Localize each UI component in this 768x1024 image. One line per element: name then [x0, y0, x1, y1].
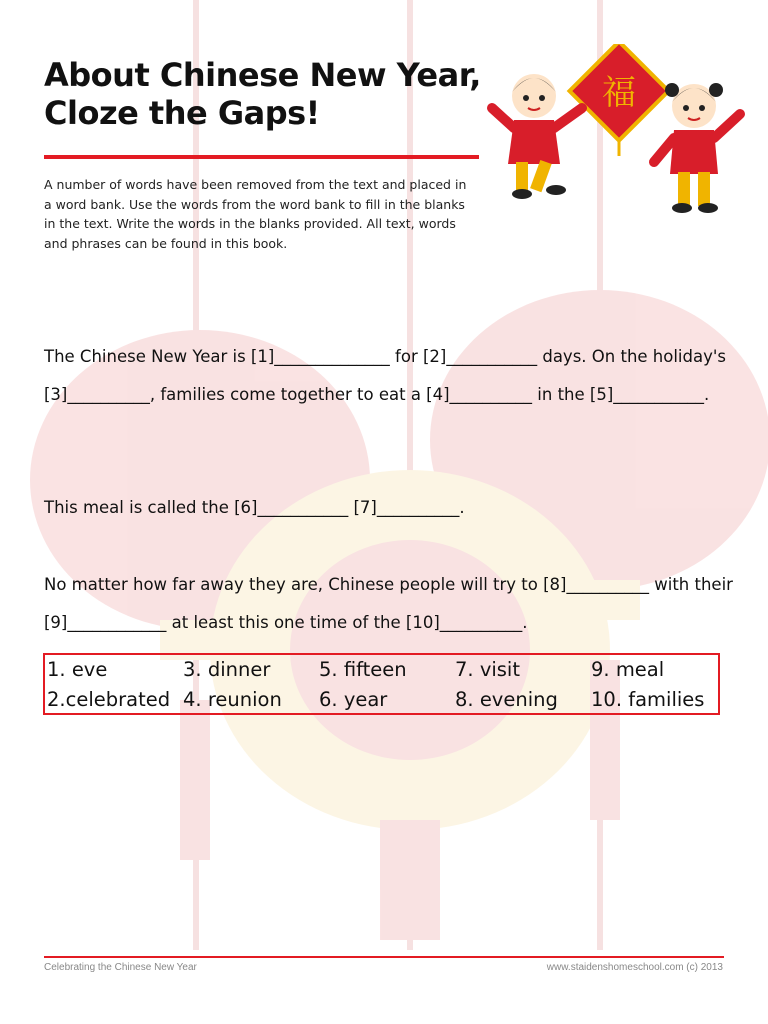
- word-bank-item: 10. families: [591, 688, 705, 711]
- title-divider: [44, 155, 479, 159]
- passage-paragraph-1[interactable]: The Chinese New Year is [1]______________ for [2]___________ days. On the holiday's [3]__________, families come together to eat a [4]__________ in the [5]___________.: [44, 347, 727, 404]
- word-bank-item: 2.celebrated: [47, 688, 171, 711]
- word-bank-item: 8. evening: [455, 688, 558, 711]
- svg-text:福: 福: [602, 73, 636, 113]
- word-bank-item: 3. dinner: [183, 658, 271, 681]
- instructions-text: A number of words have been removed from the text and placed in a word bank. Use the words from the word bank to fill in the blanks in the text. Write the words in the blanks provided. All text, words and phrases can be found in this book.: [44, 177, 467, 251]
- word-bank-item: 5. fifteen: [319, 658, 407, 681]
- passage-paragraph-3[interactable]: No matter how far away they are, Chinese people will try to [8]__________ with their [9]____________ at least this one time of the [10]__________.: [44, 575, 733, 632]
- footer-copyright: www.staidenshomeschool.com (c) 2013: [546, 962, 723, 973]
- page-title: [44, 56, 484, 132]
- title-line-1: About Chinese New Year,: [44, 56, 481, 94]
- word-bank-item: 4. reunion: [183, 688, 282, 711]
- word-bank-item: 6. year: [319, 688, 388, 711]
- word-bank-item: 1. eve: [47, 658, 108, 681]
- passage-paragraph-2[interactable]: This meal is called the [6]___________ [7]__________.: [44, 498, 465, 517]
- word-bank-item: 7. visit: [455, 658, 520, 681]
- footer-divider: [44, 956, 724, 958]
- footer-book-title: Celebrating the Chinese New Year: [44, 962, 197, 973]
- title-line-2: Cloze the Gaps!: [44, 94, 320, 132]
- chinese-new-year-children-icon: [484, 44, 754, 224]
- word-bank-item: 9. meal: [591, 658, 665, 681]
- word-bank: [43, 653, 720, 715]
